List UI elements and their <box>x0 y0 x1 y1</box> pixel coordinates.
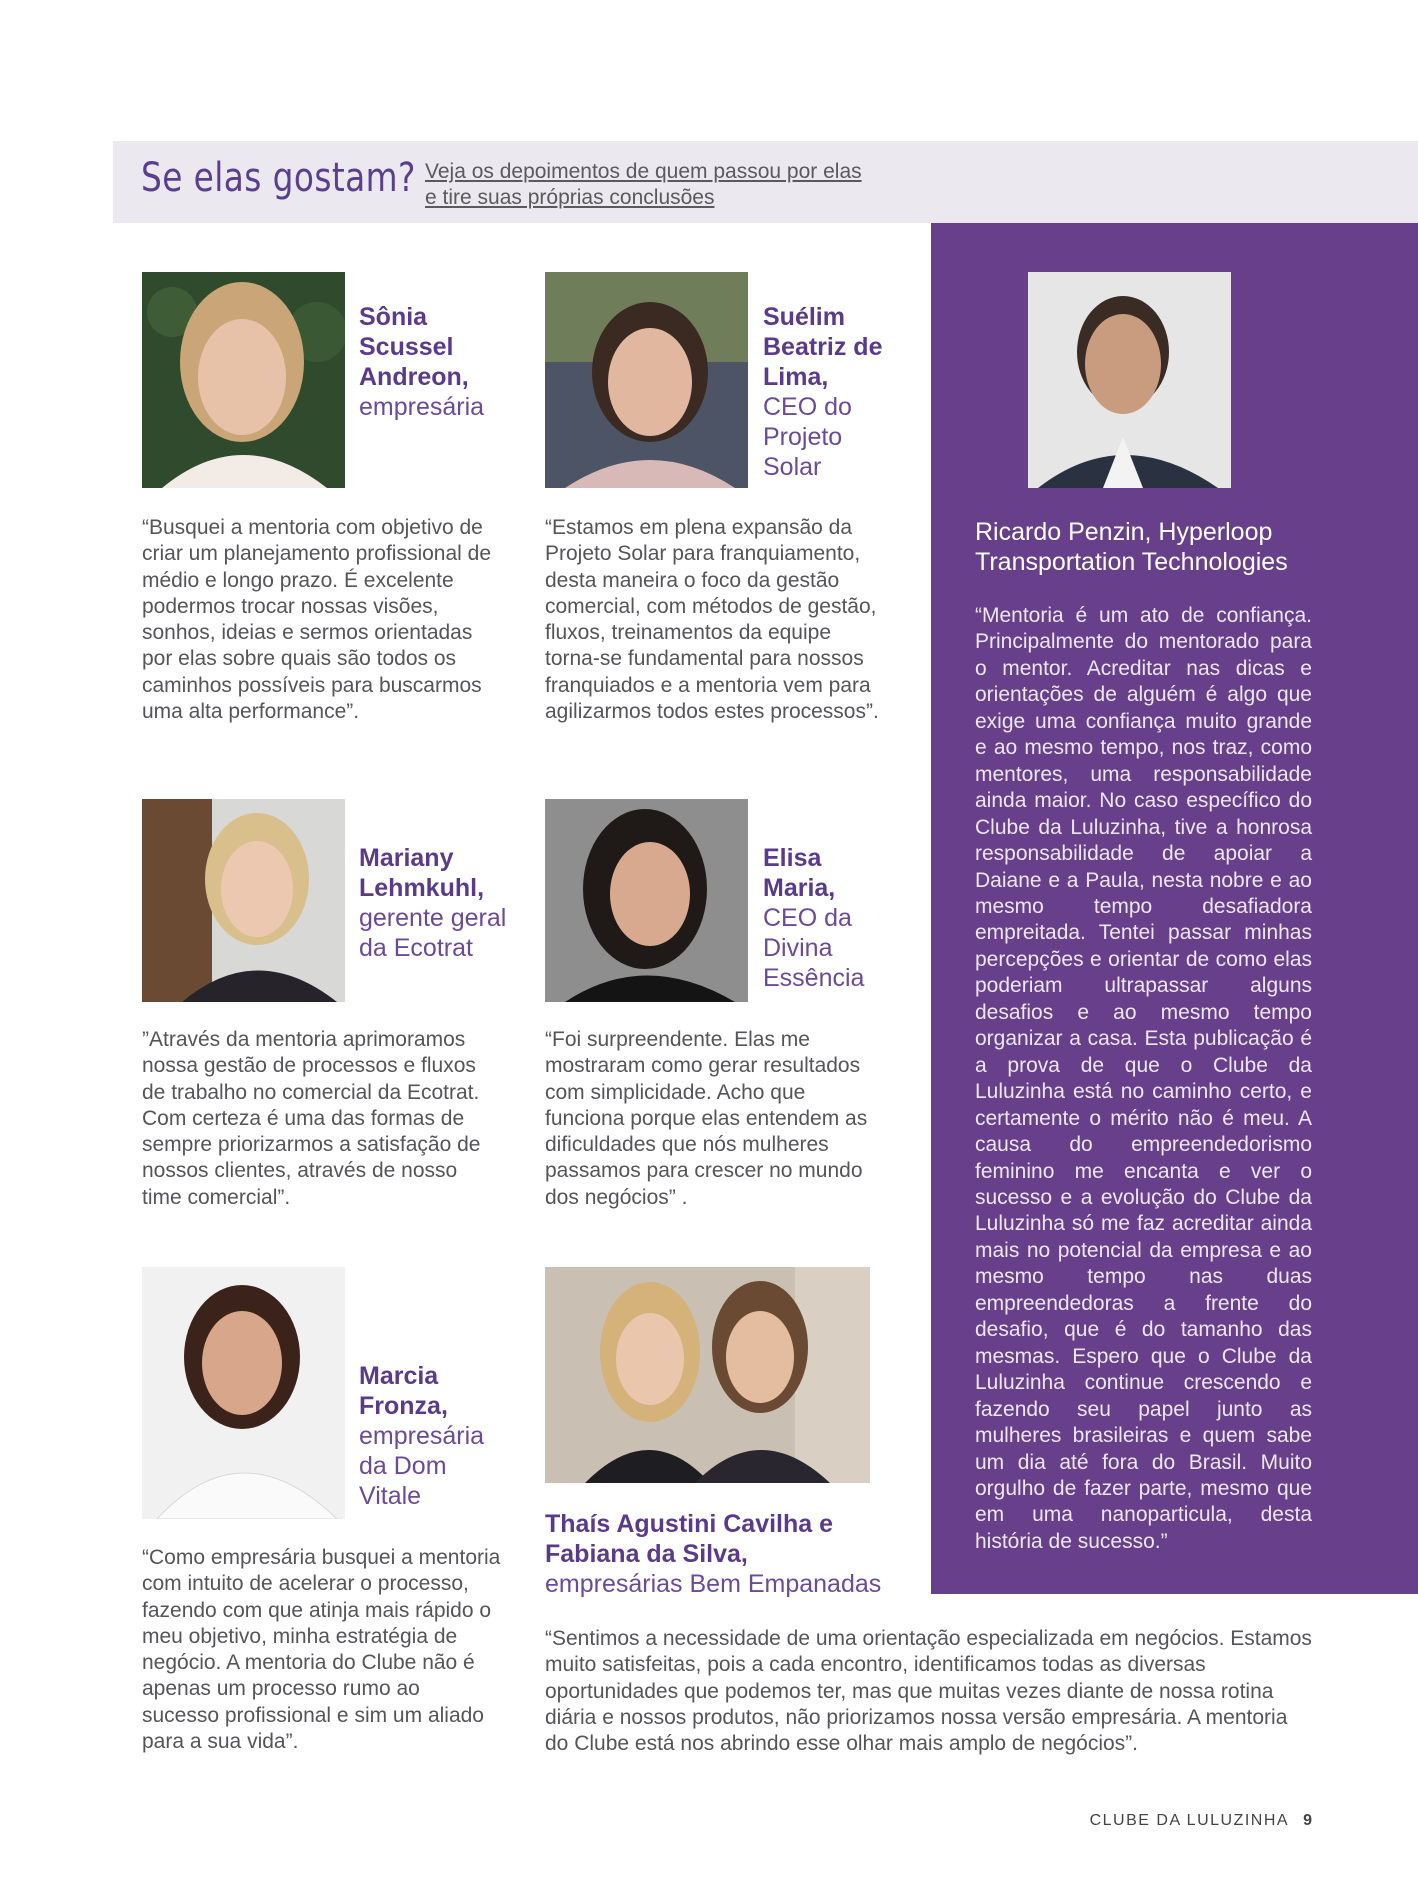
portrait-suelim <box>545 272 748 488</box>
name-mariany: Mariany Lehmkuhl, gerente geral da Ecotrat <box>359 844 507 962</box>
quote-thais-fabiana: “Sentimos a necessidade de uma orientação especializada em negócios. Estamos muito satisfeitas, pois a cada encontro, identificamos todas as diversas oportunidades que podemos ter, mas que muitas vezes diante de nossa rotina diária e nossos produtos, não priorizamos nossa versão empresária. A mentoria do Clube está nos abrindo esse olhar mais amplo de negócios”. <box>545 1627 1312 1756</box>
quote-ricardo: “Mentoria é um ato de confiança. Principalmente do mentorado para o mentor. Acreditar nas dicas e orientações de alguém é algo que exige uma confiança muito grande e ao mesmo tempo, nos traz, como mentores, uma responsabilidade ainda maior. No caso específico do Clube da Luluzinha, tive a honrosa responsabilidade de apoiar a Daiane e a Paula, nesta nobre e ao mesmo tempo desafiadora empreitada. Tentei passar minhas percepções e orientar de como elas poderiam ultrapassar alguns desafios e ao mesmo tempo organizar a casa. Esta publicação é a prova de que o Clube da Luluzinha está no caminho certo, e certamente o mérito não é meu. A causa do empreendedorismo feminino me encanta e ver o sucesso e a evolução do Clube da Luluzinha só me faz acreditar ainda mais no potencial da empresa e ao mesmo tempo nas duas empreendedoras a frente do desafio, que é do tamanho das mesmas. Espero que o Clube da Luluzinha continue crescendo e fazendo seu papel junto as mulheres brasileiras e quem sabe um dia até fora do Brasil. Muito orgulho de fazer parte, mesmo que em uma nanoparticula, desta história de sucesso.” <box>975 604 1312 1553</box>
quote-suelim: “Estamos em plena expansão da Projeto Solar para franquiamento, desta maneira o foco da gestão comercial, com métodos de gestão, fluxos, treinamentos da equipe torna-se fundamental para nossos franquiados e a mentoria vem para agilizarmos todos estes processos”. <box>545 516 879 724</box>
name-suelim: Suélim Beatriz de Lima, CEO do Projeto Solar <box>763 303 883 481</box>
portrait-marcia <box>142 1267 345 1519</box>
quote-sonia: “Busquei a mentoria com objetivo de criar um planejamento profissional de médio e longo prazo. É excelente podermos trocar nossas visões, sonhos, ideias e sermos orientadas por elas sobre quais são todos os caminhos possíveis para buscarmos uma alta performance”. <box>142 516 492 724</box>
name-sonia: Sônia Scussel Andreon, empresária <box>359 303 485 421</box>
name-elisa: Elisa Maria, CEO da Divina Essência <box>763 844 865 992</box>
name-marcia: Marcia Fronza, empresária da Dom Vitale <box>359 1362 485 1510</box>
name-thais-fabiana: Thaís Agustini Cavilha e Fabiana da Silva, empresárias Bem Empanadas <box>545 1510 882 1598</box>
page-subtitle: Veja os depoimentos de quem passou por elas e tire suas próprias conclusões <box>425 160 862 209</box>
portrait-elisa <box>545 799 748 1002</box>
portrait-ricardo <box>1028 272 1231 488</box>
page-title: Se elas gostam? <box>141 155 416 201</box>
name-ricardo: Ricardo Penzin, Hyperloop Transportation Technologies <box>975 518 1288 576</box>
portrait-mariany <box>142 799 345 1002</box>
page-number: 9 <box>1303 1812 1312 1829</box>
quote-mariany: ”Através da mentoria aprimoramos nossa gestão de processos e fluxos de trabalho no comercial da Ecotrat. Com certeza é uma das formas de sempre priorizarmos a satisfação de nossos clientes, através de nosso time comercial”. <box>142 1028 481 1209</box>
quote-marcia: “Como empresária busquei a mentoria com intuito de acelerar o processo, fazendo com que atinja mais rápido o meu objetivo, minha estratégia de negócio. A mentoria do Clube não é apenas um processo rumo ao sucesso profissional e sim um aliado para a sua vida”. <box>142 1546 501 1754</box>
portrait-thais-fabiana <box>545 1267 870 1483</box>
portrait-sonia <box>142 272 345 488</box>
publication-name: CLUBE DA LULUZINHA <box>1089 1812 1290 1829</box>
quote-elisa: “Foi surpreendente. Elas me mostraram como gerar resultados com simplicidade. Acho que funciona porque elas entendem as dificuldades que nós mulheres passamos para crescer no mundo dos negócios” . <box>545 1028 868 1209</box>
page-footer <box>1090 1812 1312 1830</box>
